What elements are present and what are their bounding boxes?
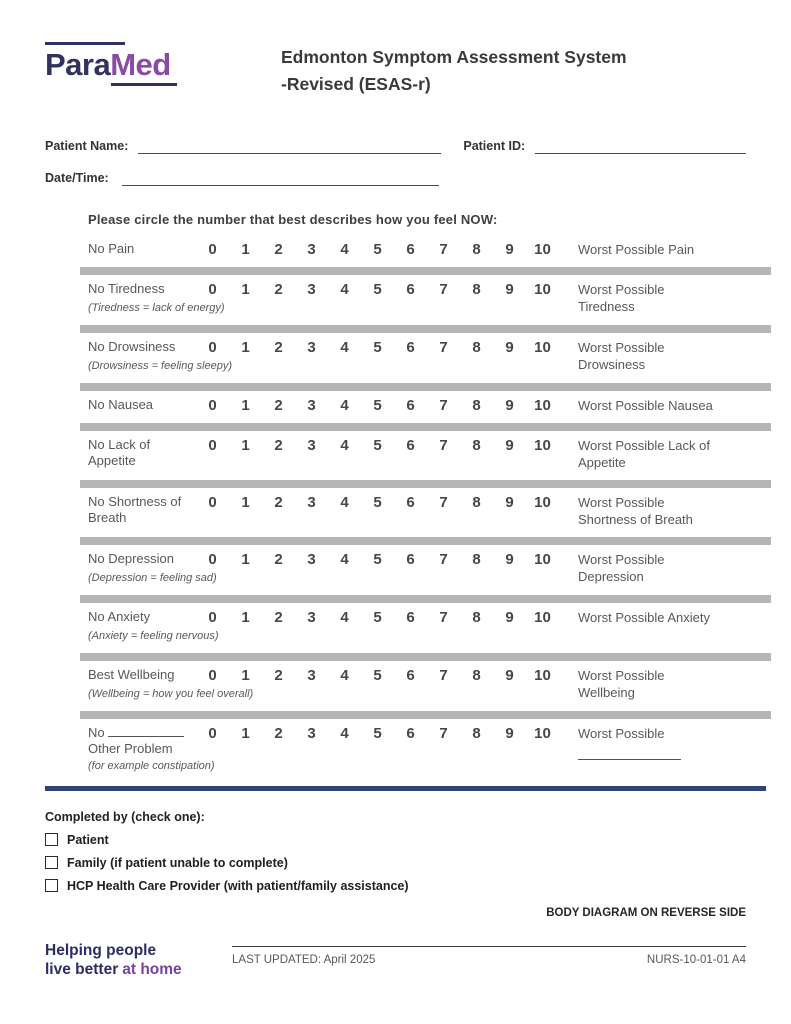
- tiredness-number-3[interactable]: 3: [307, 281, 316, 298]
- datetime-row: [45, 170, 746, 186]
- pain-number-5[interactable]: 5: [373, 241, 382, 258]
- row-divider: [80, 595, 771, 603]
- pain-number-0[interactable]: 0: [208, 241, 217, 258]
- option-patient: [45, 833, 746, 847]
- symptom-label-pain: [88, 241, 196, 257]
- appetite-number-7[interactable]: 7: [439, 437, 448, 454]
- appetite-number-10[interactable]: 10: [534, 437, 551, 454]
- anxiety-number-4[interactable]: 4: [340, 609, 349, 626]
- logo-wordmark: [45, 48, 185, 82]
- scale-numbers-pain: [196, 241, 559, 258]
- scale-numbers-depression: [196, 551, 559, 568]
- symptom-label-breath: [88, 494, 196, 526]
- wellbeing-number-10[interactable]: 10: [534, 667, 551, 684]
- other-number-10[interactable]: 10: [534, 725, 551, 742]
- worst-label-wellbeing: [578, 667, 723, 701]
- scale-row-drowsiness: [80, 333, 771, 383]
- appetite-number-0[interactable]: 0: [208, 437, 217, 454]
- tiredness-number-7[interactable]: 7: [439, 281, 448, 298]
- pain-number-2[interactable]: 2: [274, 241, 283, 258]
- other-problem-name-input[interactable]: [108, 725, 184, 737]
- instruction-text: Please circle the number that best describes how you feel NOW:: [88, 212, 498, 227]
- breath-number-3[interactable]: 3: [307, 494, 316, 511]
- appetite-number-6[interactable]: 6: [406, 437, 415, 454]
- other-number-6[interactable]: 6: [406, 725, 415, 742]
- drowsiness-number-8[interactable]: 8: [472, 339, 481, 356]
- appetite-number-8[interactable]: 8: [472, 437, 481, 454]
- depression-number-4[interactable]: 4: [340, 551, 349, 568]
- wellbeing-number-1[interactable]: 1: [241, 667, 250, 684]
- worst-label-pain: [578, 241, 723, 258]
- tiredness-number-8[interactable]: 8: [472, 281, 481, 298]
- symptom-label-text-breath: No Shortness of Breath: [88, 494, 182, 525]
- depression-number-5[interactable]: 5: [373, 551, 382, 568]
- worst-label-text-tiredness: Worst Possible Tiredness: [578, 282, 665, 314]
- patient-name-input[interactable]: [138, 138, 441, 154]
- nausea-number-4[interactable]: 4: [340, 397, 349, 414]
- tiredness-number-9[interactable]: 9: [505, 281, 514, 298]
- anxiety-number-6[interactable]: 6: [406, 609, 415, 626]
- checkbox-hcp[interactable]: [45, 879, 58, 892]
- drowsiness-number-3[interactable]: 3: [307, 339, 316, 356]
- row-divider: [80, 480, 771, 488]
- tiredness-number-0[interactable]: 0: [208, 281, 217, 298]
- symptom-label-text-other: No: [88, 725, 109, 740]
- wellbeing-number-7[interactable]: 7: [439, 667, 448, 684]
- scale-row-anxiety: [80, 603, 771, 653]
- tiredness-number-2[interactable]: 2: [274, 281, 283, 298]
- checkbox-patient[interactable]: [45, 833, 58, 846]
- wellbeing-number-0[interactable]: 0: [208, 667, 217, 684]
- wellbeing-number-4[interactable]: 4: [340, 667, 349, 684]
- depression-number-2[interactable]: 2: [274, 551, 283, 568]
- datetime-label: Date/Time:: [45, 171, 109, 185]
- worst-label-nausea: [578, 397, 723, 414]
- symptom-sublabel-other: (for example constipation): [88, 760, 215, 772]
- anxiety-number-7[interactable]: 7: [439, 609, 448, 626]
- completed-by-section: [45, 810, 746, 893]
- breath-number-5[interactable]: 5: [373, 494, 382, 511]
- patient-info-section: [45, 138, 746, 186]
- row-divider: [80, 653, 771, 661]
- scale-row-pain: [80, 235, 771, 267]
- symptom-label-tiredness: [88, 281, 225, 316]
- scale-row-tiredness: [80, 275, 771, 325]
- symptom-label-text-anxiety: No Anxiety: [88, 609, 151, 624]
- symptom-label-text-wellbeing: Best Wellbeing: [88, 667, 175, 682]
- scale-numbers-nausea: [196, 397, 559, 414]
- nausea-number-9[interactable]: 9: [505, 397, 514, 414]
- pain-number-8[interactable]: 8: [472, 241, 481, 258]
- other-number-5[interactable]: 5: [373, 725, 382, 742]
- symptom-sublabel-wellbeing: (Wellbeing = how you feel overall): [88, 688, 254, 700]
- depression-number-6[interactable]: 6: [406, 551, 415, 568]
- appetite-number-2[interactable]: 2: [274, 437, 283, 454]
- worst-label-depression: [578, 551, 723, 585]
- checkbox-family-label: Family (if patient unable to complete): [67, 855, 288, 870]
- appetite-number-5[interactable]: 5: [373, 437, 382, 454]
- patient-id-input[interactable]: [535, 138, 746, 154]
- datetime-input[interactable]: [122, 170, 439, 186]
- worst-label-text-appetite: Worst Possible Lack of Appetite: [578, 438, 710, 470]
- nausea-number-1[interactable]: 1: [241, 397, 250, 414]
- symptom-label-text-pain: No Pain: [88, 241, 135, 256]
- symptom-label-nausea: [88, 397, 196, 413]
- worst-label-text-drowsiness: Worst Possible Drowsiness: [578, 340, 665, 372]
- logo-top-rule: [45, 42, 125, 45]
- symptom-label-text-depression: No Depression: [88, 551, 174, 566]
- wellbeing-number-2[interactable]: 2: [274, 667, 283, 684]
- anxiety-number-2[interactable]: 2: [274, 609, 283, 626]
- drowsiness-number-7[interactable]: 7: [439, 339, 448, 356]
- nausea-number-10[interactable]: 10: [534, 397, 551, 414]
- worst-label-drowsiness: [578, 339, 723, 373]
- option-family: [45, 856, 746, 870]
- scale-numbers-breath: [196, 494, 559, 511]
- drowsiness-number-0[interactable]: 0: [208, 339, 217, 356]
- anxiety-number-8[interactable]: 8: [472, 609, 481, 626]
- breath-number-7[interactable]: 7: [439, 494, 448, 511]
- symptom-label-wellbeing: [88, 667, 254, 702]
- symptom-sublabel-drowsiness: (Drowsiness = feeling sleepy): [88, 360, 232, 372]
- other-number-2[interactable]: 2: [274, 725, 283, 742]
- scale-numbers-tiredness: [196, 281, 559, 298]
- footer: [45, 941, 746, 979]
- scale-numbers-appetite: [196, 437, 559, 454]
- footer-tagline: [45, 941, 232, 979]
- appetite-number-9[interactable]: 9: [505, 437, 514, 454]
- depression-number-3[interactable]: 3: [307, 551, 316, 568]
- worst-label-other: [578, 725, 723, 760]
- symptom-label-text-drowsiness: No Drowsiness: [88, 339, 176, 354]
- anxiety-number-3[interactable]: 3: [307, 609, 316, 626]
- other-number-8[interactable]: 8: [472, 725, 481, 742]
- nausea-number-0[interactable]: 0: [208, 397, 217, 414]
- other-problem-worst-input[interactable]: [578, 750, 681, 760]
- depression-number-9[interactable]: 9: [505, 551, 514, 568]
- breath-number-10[interactable]: 10: [534, 494, 551, 511]
- scale-row-appetite: [80, 431, 771, 480]
- symptom-label-text-appetite: No Lack of Appetite: [88, 437, 151, 468]
- worst-label-text-anxiety: Worst Possible Anxiety: [578, 610, 710, 625]
- scale-numbers-wellbeing: [196, 667, 559, 684]
- anxiety-number-5[interactable]: 5: [373, 609, 382, 626]
- breath-number-1[interactable]: 1: [241, 494, 250, 511]
- patient-name-label: Patient Name:: [45, 139, 129, 153]
- logo-bottom-rule: [111, 83, 177, 86]
- drowsiness-number-10[interactable]: 10: [534, 339, 551, 356]
- nausea-number-6[interactable]: 6: [406, 397, 415, 414]
- row-divider: [80, 423, 771, 431]
- depression-number-1[interactable]: 1: [241, 551, 250, 568]
- worst-label-text-other: Worst Possible: [578, 726, 665, 741]
- drowsiness-number-5[interactable]: 5: [373, 339, 382, 356]
- anxiety-number-10[interactable]: 10: [534, 609, 551, 626]
- tiredness-number-10[interactable]: 10: [534, 281, 551, 298]
- tagline-line2: [45, 960, 232, 979]
- anxiety-number-1[interactable]: 1: [241, 609, 250, 626]
- tagline-live-better: live better: [45, 960, 119, 978]
- worst-label-breath: [578, 494, 723, 528]
- worst-label-text-nausea: Worst Possible Nausea: [578, 398, 713, 413]
- worst-label-tiredness: [578, 281, 723, 315]
- last-updated-text: LAST UPDATED: April 2025: [232, 953, 376, 966]
- worst-label-appetite: [578, 437, 723, 471]
- wellbeing-number-6[interactable]: 6: [406, 667, 415, 684]
- pain-number-6[interactable]: 6: [406, 241, 415, 258]
- form-title-line1: Edmonton Symptom Assessment System: [281, 47, 627, 67]
- worst-label-anxiety: [578, 609, 723, 626]
- symptom-label-anxiety: [88, 609, 219, 644]
- form-title: [281, 44, 627, 98]
- other-number-0[interactable]: 0: [208, 725, 217, 742]
- reverse-side-note: BODY DIAGRAM ON REVERSE SIDE: [546, 906, 746, 919]
- scale-row-wellbeing: [80, 661, 771, 711]
- other-number-3[interactable]: 3: [307, 725, 316, 742]
- symptom-label-text-nausea: No Nausea: [88, 397, 154, 412]
- tagline-line1: Helping people: [45, 941, 157, 959]
- symptom-label-line2-other: Other Problem: [88, 741, 173, 756]
- tiredness-number-5[interactable]: 5: [373, 281, 382, 298]
- symptom-sublabel-tiredness: (Tiredness = lack of energy): [88, 302, 225, 314]
- depression-number-8[interactable]: 8: [472, 551, 481, 568]
- scale-numbers-drowsiness: [196, 339, 559, 356]
- wellbeing-number-5[interactable]: 5: [373, 667, 382, 684]
- logo-med-text: Med: [110, 47, 171, 82]
- header: [45, 40, 746, 98]
- breath-number-4[interactable]: 4: [340, 494, 349, 511]
- logo-para-text: Para: [45, 47, 111, 82]
- other-number-7[interactable]: 7: [439, 725, 448, 742]
- row-divider: [80, 325, 771, 333]
- drowsiness-number-6[interactable]: 6: [406, 339, 415, 356]
- breath-number-2[interactable]: 2: [274, 494, 283, 511]
- breath-number-0[interactable]: 0: [208, 494, 217, 511]
- depression-number-7[interactable]: 7: [439, 551, 448, 568]
- breath-number-8[interactable]: 8: [472, 494, 481, 511]
- wellbeing-number-3[interactable]: 3: [307, 667, 316, 684]
- option-hcp: [45, 879, 746, 893]
- nausea-number-7[interactable]: 7: [439, 397, 448, 414]
- wellbeing-number-8[interactable]: 8: [472, 667, 481, 684]
- tagline-at-home: at home: [122, 960, 182, 978]
- anxiety-number-0[interactable]: 0: [208, 609, 217, 626]
- worst-label-text-depression: Worst Possible Depression: [578, 552, 665, 584]
- scale-row-breath: [80, 488, 771, 537]
- appetite-number-1[interactable]: 1: [241, 437, 250, 454]
- row-divider: [80, 267, 771, 275]
- worst-label-text-pain: Worst Possible Pain: [578, 242, 695, 257]
- other-number-1[interactable]: 1: [241, 725, 250, 742]
- checkbox-family[interactable]: [45, 856, 58, 869]
- patient-id-label: Patient ID:: [463, 139, 526, 153]
- tiredness-number-4[interactable]: 4: [340, 281, 349, 298]
- pain-number-9[interactable]: 9: [505, 241, 514, 258]
- scale-numbers-anxiety: [196, 609, 559, 626]
- scale-row-other: [80, 719, 771, 783]
- pain-number-4[interactable]: 4: [340, 241, 349, 258]
- scale-row-nausea: [80, 391, 771, 423]
- nausea-number-3[interactable]: 3: [307, 397, 316, 414]
- breath-number-6[interactable]: 6: [406, 494, 415, 511]
- nausea-number-2[interactable]: 2: [274, 397, 283, 414]
- depression-number-10[interactable]: 10: [534, 551, 551, 568]
- checkbox-patient-label: Patient: [67, 832, 109, 847]
- symptom-label-depression: [88, 551, 217, 586]
- drowsiness-number-2[interactable]: 2: [274, 339, 283, 356]
- footer-meta: [232, 946, 746, 966]
- symptom-label-text-tiredness: No Tiredness: [88, 281, 165, 296]
- row-divider: [80, 383, 771, 391]
- depression-number-0[interactable]: 0: [208, 551, 217, 568]
- section-divider: [45, 786, 766, 791]
- row-divider: [80, 537, 771, 545]
- paramed-logo: [45, 40, 185, 86]
- form-title-line2: -Revised (ESAS-r): [281, 74, 431, 94]
- drowsiness-number-9[interactable]: 9: [505, 339, 514, 356]
- other-number-9[interactable]: 9: [505, 725, 514, 742]
- anxiety-number-9[interactable]: 9: [505, 609, 514, 626]
- breath-number-9[interactable]: 9: [505, 494, 514, 511]
- pain-number-1[interactable]: 1: [241, 241, 250, 258]
- worst-label-text-wellbeing: Worst Possible Wellbeing: [578, 668, 665, 700]
- scale-numbers-other: [196, 725, 559, 742]
- patient-name-row: [45, 138, 746, 154]
- row-divider: [80, 711, 771, 719]
- wellbeing-number-9[interactable]: 9: [505, 667, 514, 684]
- nausea-number-8[interactable]: 8: [472, 397, 481, 414]
- symptom-label-drowsiness: [88, 339, 232, 374]
- symptom-sublabel-anxiety: (Anxiety = feeling nervous): [88, 630, 219, 642]
- other-number-4[interactable]: 4: [340, 725, 349, 742]
- nausea-number-5[interactable]: 5: [373, 397, 382, 414]
- pain-number-3[interactable]: 3: [307, 241, 316, 258]
- drowsiness-number-1[interactable]: 1: [241, 339, 250, 356]
- scale-rows: [80, 235, 771, 783]
- checkbox-hcp-label: HCP Health Care Provider (with patient/family assistance): [67, 878, 409, 893]
- appetite-number-4[interactable]: 4: [340, 437, 349, 454]
- worst-label-text-breath: Worst Possible Shortness of Breath: [578, 495, 693, 527]
- symptom-sublabel-depression: (Depression = feeling sad): [88, 572, 217, 584]
- tiredness-number-6[interactable]: 6: [406, 281, 415, 298]
- document-number: NURS-10-01-01 A4: [646, 953, 746, 966]
- pain-number-7[interactable]: 7: [439, 241, 448, 258]
- appetite-number-3[interactable]: 3: [307, 437, 316, 454]
- symptom-label-appetite: [88, 437, 196, 469]
- pain-number-10[interactable]: 10: [534, 241, 551, 258]
- tiredness-number-1[interactable]: 1: [241, 281, 250, 298]
- symptom-label-other: [88, 725, 215, 774]
- drowsiness-number-4[interactable]: 4: [340, 339, 349, 356]
- completed-by-heading: Completed by (check one):: [45, 809, 205, 824]
- scale-row-depression: [80, 545, 771, 595]
